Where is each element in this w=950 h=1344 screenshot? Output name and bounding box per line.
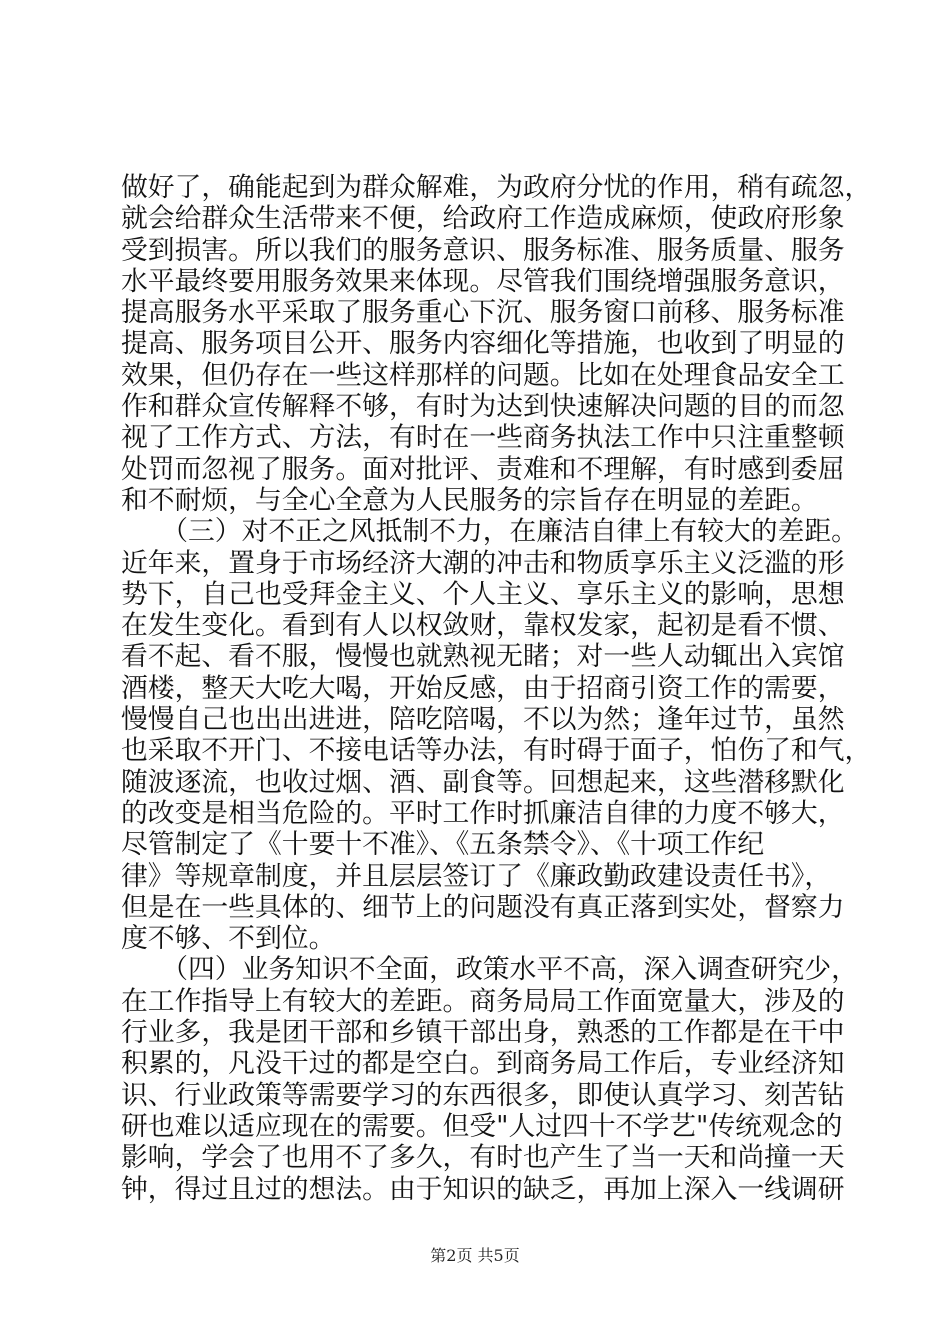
text-line: 在发生变化。看到有人以权敛财，靠权发家，起初是看不惯、 xyxy=(121,610,845,642)
text-line: 势下，自己也受拜金主义、个人主义、享乐主义的影响，思想 xyxy=(121,578,845,610)
text-line: 识、行业政策等需要学习的东西很多，即使认真学习、刻苦钻 xyxy=(121,1079,845,1111)
text-line: 提高、服务项目公开、服务内容细化等措施，也收到了明显的 xyxy=(121,328,845,360)
text-line: 度不够、不到位。 xyxy=(121,923,336,955)
text-line: 律》等规章制度，并且层层签订了《廉政勤政建设责任书》， xyxy=(121,860,832,892)
text-line: 研也难以适应现在的需要。但受"人过四十不学艺"传统观念的 xyxy=(121,1110,843,1142)
text-line: 视了工作方式、方法，有时在一些商务执法工作中只注重整顿 xyxy=(121,422,845,454)
text-line: 水平最终要用服务效果来体现。尽管我们围绕增强服务意识， xyxy=(121,265,845,297)
text-line: 就会给群众生活带来不便，给政府工作造成麻烦，使政府形象 xyxy=(121,203,845,235)
text-line: （三）对不正之风抵制不力，在廉洁自律上有较大的差距。 xyxy=(121,516,858,548)
text-line: 但是在一些具体的、细节上的问题没有真正落到实处，督察力 xyxy=(121,891,845,923)
text-line: （四）业务知识不全面，政策水平不高，深入调查研究少， xyxy=(121,954,858,986)
text-line: 慢慢自己也出出进进，陪吃陪喝，不以为然；逢年过节，虽然 xyxy=(121,704,845,736)
text-line: 近年来，置身于市场经济大潮的冲击和物质享乐主义泛滥的形 xyxy=(121,547,845,579)
text-line: 做好了，确能起到为群众解难，为政府分忧的作用，稍有疏忽， xyxy=(121,172,872,203)
text-line: 受到损害。所以我们的服务意识、服务标准、服务质量、服务 xyxy=(121,234,845,266)
text-line: 行业多，我是团干部和乡镇干部出身，熟悉的工作都是在干中 xyxy=(121,1017,845,1049)
text-line: 的改变是相当危险的。平时工作时抓廉洁自律的力度不够大， xyxy=(121,797,845,829)
text-line: 在工作指导上有较大的差距。商务局局工作面宽量大，涉及的 xyxy=(121,985,845,1017)
text-line: 效果，但仍存在一些这样那样的问题。比如在处理食品安全工 xyxy=(121,359,845,391)
page-footer: 第2页 共5页 xyxy=(430,1246,520,1265)
text-line: 也采取不开门、不接电话等办法，有时碍于面子，怕伤了和气， xyxy=(121,735,872,767)
text-line: 钟，得过且过的想法。由于知识的缺乏，再加上深入一线调研 xyxy=(121,1173,845,1205)
text-line: 处罚而忽视了服务。面对批评、责难和不理解，有时感到委屈 xyxy=(121,453,845,485)
text-line: 酒楼，整天大吃大喝，开始反感，由于招商引资工作的需要， xyxy=(121,672,845,704)
text-line: 积累的，凡没干过的都是空白。到商务局工作后，专业经济知 xyxy=(121,1048,845,1080)
text-line: 影响，学会了也用不了多久，有时也产生了当一天和尚撞一天 xyxy=(121,1142,845,1174)
text-line: 尽管制定了《十要十不准》、《五条禁令》、《十项工作纪 xyxy=(121,829,765,861)
body-text xyxy=(121,172,872,1205)
text-line: 作和群众宣传解释不够，有时为达到快速解决问题的目的而忽 xyxy=(121,391,845,423)
text-line: 随波逐流，也收过烟、酒、副食等。回想起来，这些潜移默化 xyxy=(121,766,845,798)
text-line: 和不耐烦，与全心全意为人民服务的宗旨存在明显的差距。 xyxy=(121,484,818,516)
text-line: 看不起、看不服，慢慢也就熟视无睹；对一些人动辄出入宾馆 xyxy=(121,641,845,673)
text-line: 提高服务水平采取了服务重心下沉、服务窗口前移、服务标准 xyxy=(121,297,845,329)
